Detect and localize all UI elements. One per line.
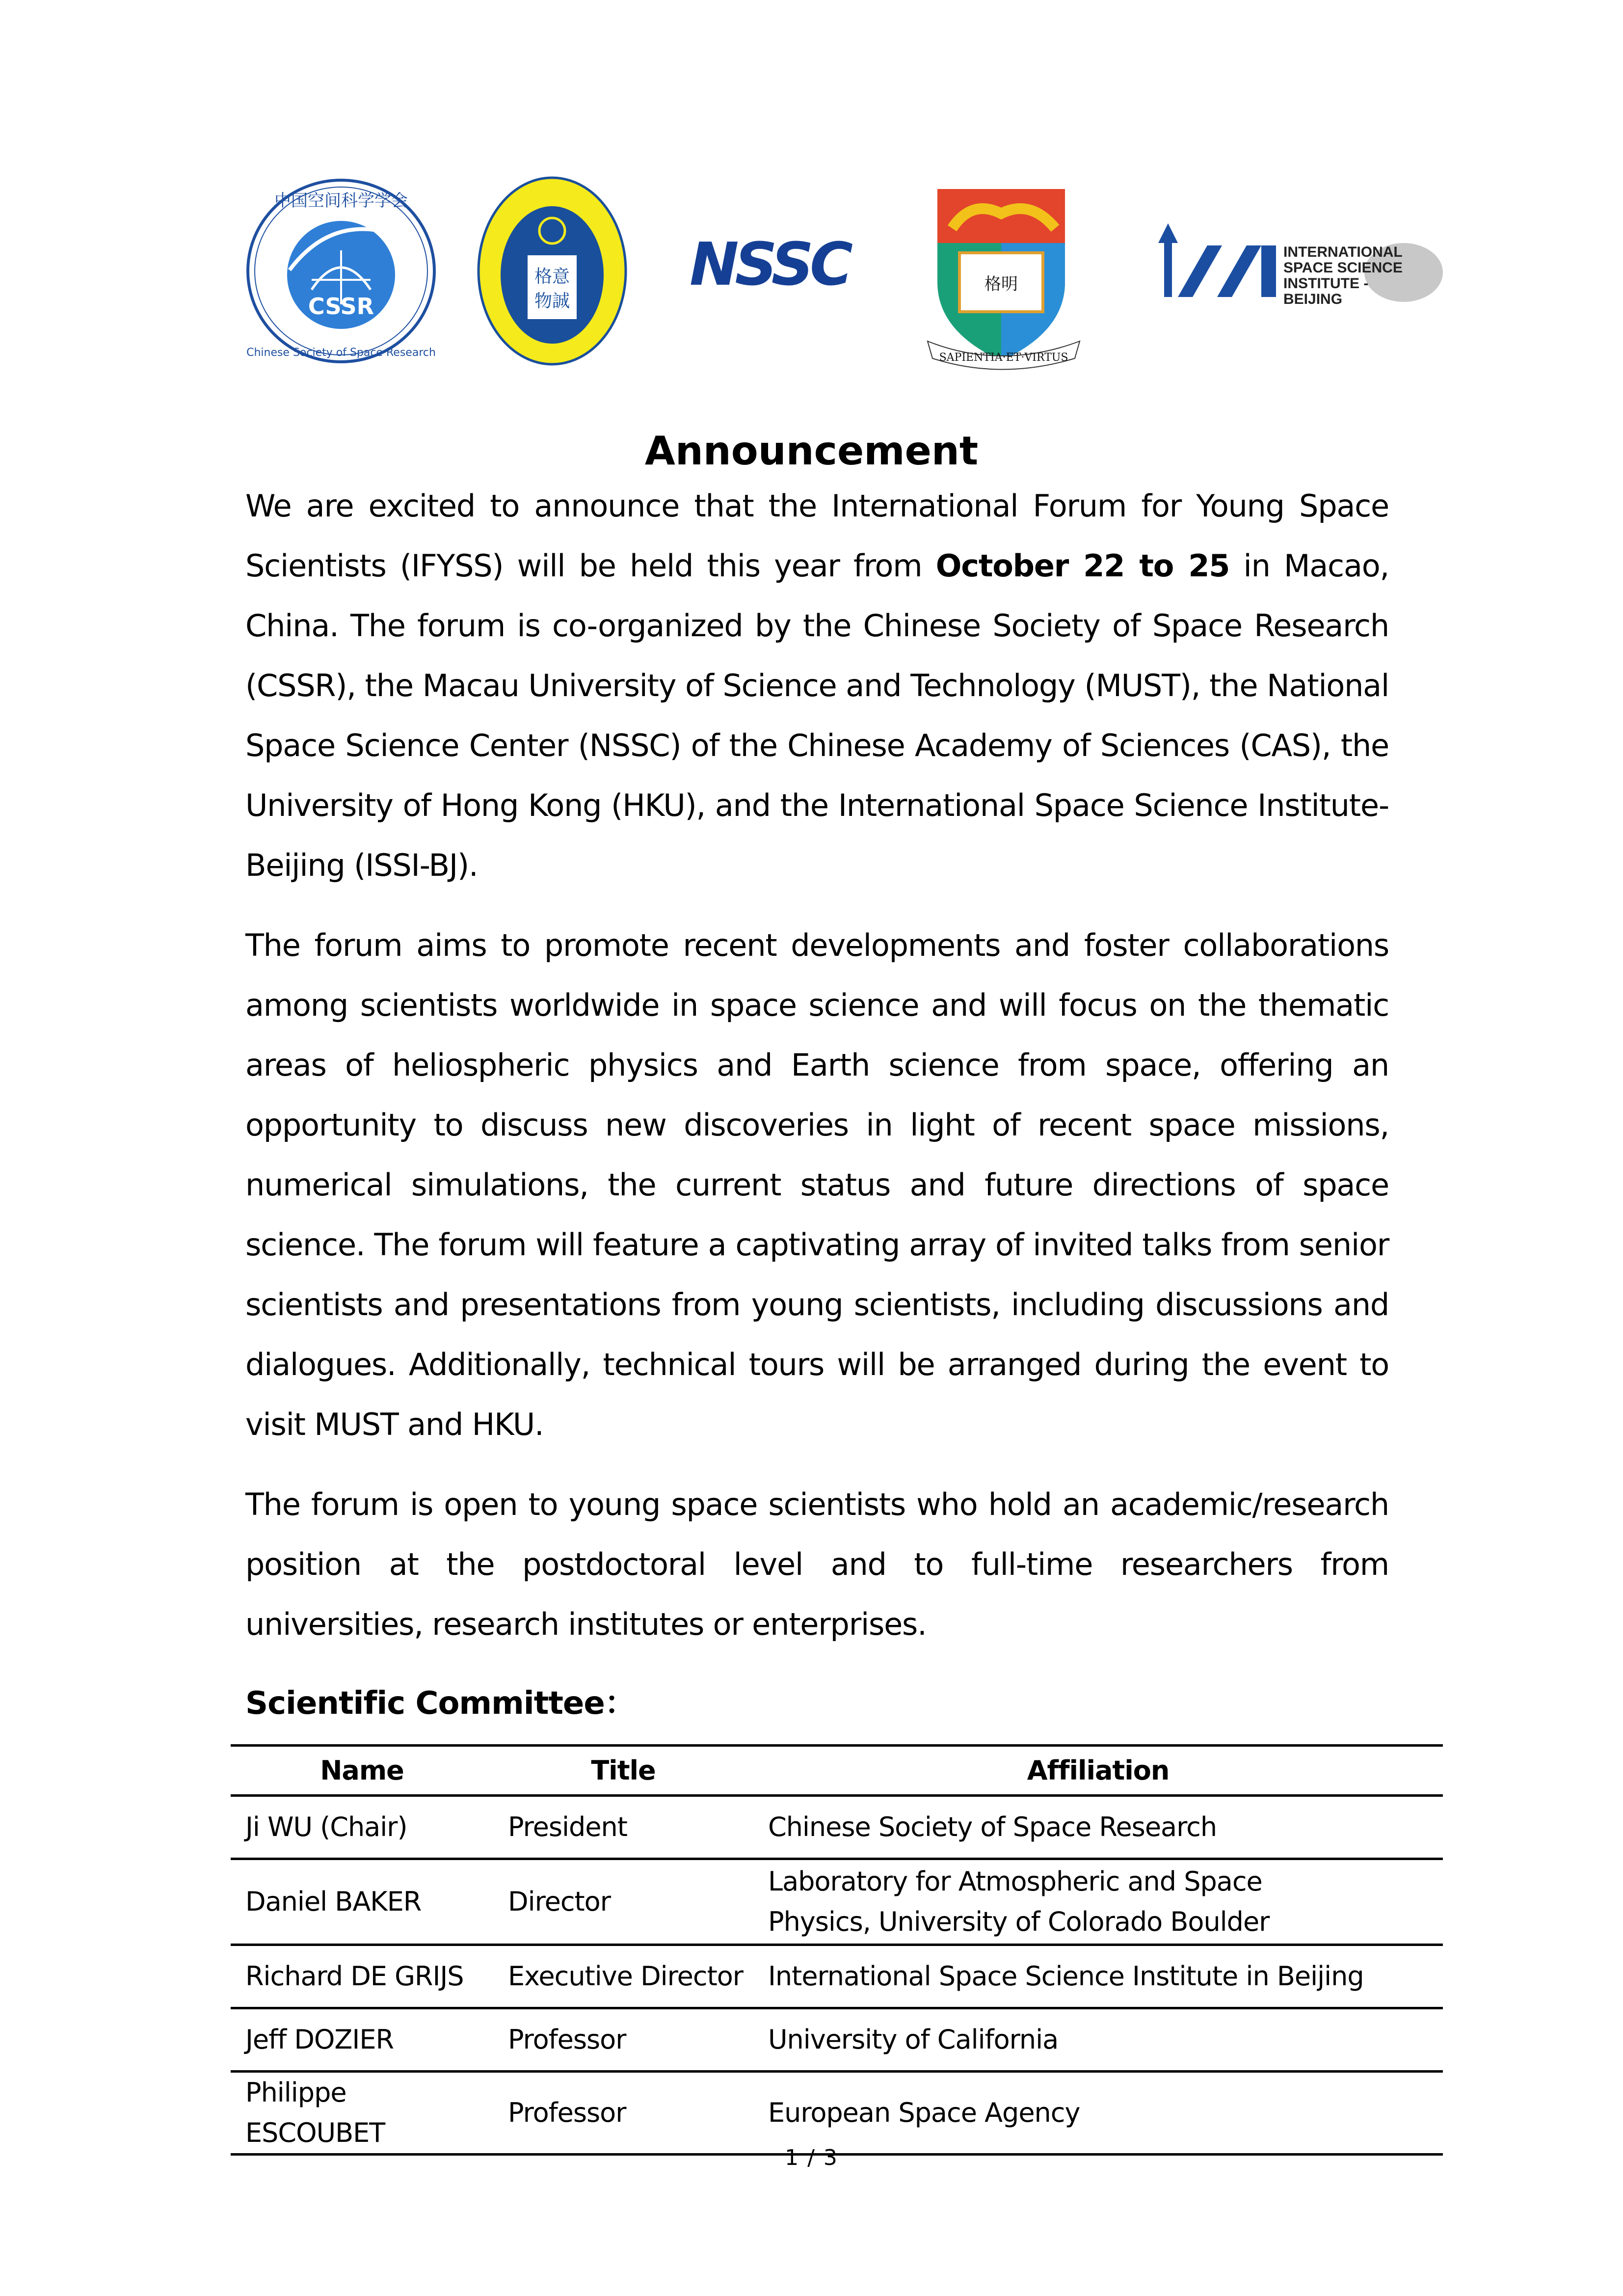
- svg-text:INTERNATIONAL: INTERNATIONAL: [1283, 244, 1403, 260]
- svg-text:CSSR: CSSR: [308, 293, 374, 320]
- svg-text:Chinese Society of Space Resea: Chinese Society of Space Research: [246, 347, 436, 359]
- table-header-row: [231, 1746, 1443, 1796]
- svg-text:SPACE SCIENCE: SPACE SCIENCE: [1283, 260, 1403, 276]
- announcement-body: [245, 476, 1389, 1675]
- nssc-logo: [690, 233, 871, 297]
- table-row: Jeff DOZIER Professor University of California: [231, 2008, 1443, 2072]
- committee-table: [231, 1744, 1443, 2156]
- committee-heading: Scientific Committee：: [245, 1685, 636, 1722]
- column-header-affiliation: Affiliation: [753, 1746, 1443, 1796]
- page-number: 1 / 3: [785, 2145, 838, 2170]
- svg-text:物誠: 物誠: [534, 291, 570, 311]
- issi-bj-logo: [1148, 223, 1453, 312]
- paragraph-aims: The forum aims to promote recent developments and foster collaborations among scientists worldwide in space science and will focus on the thematic areas of heliospheric physics and Earth science from space, offering an opportunity to discuss new discoveries in light of recent space missions, numerical simulations, the current status and future directions of space science. The forum will feature a captivating array of invited talks from senior scientists and presentations from young scientists, including discussions and dialogues. Additionally, technical tours will be arranged during the event to visit MUST and HKU.: [245, 927, 1389, 1442]
- svg-text:SAPIENTIA·ET·VIRTUS: SAPIENTIA·ET·VIRTUS: [939, 351, 1068, 364]
- logo-strip: [243, 174, 1470, 371]
- page-title: Announcement: [644, 428, 979, 474]
- svg-text:格意: 格意: [534, 267, 570, 287]
- cssr-logo: [243, 177, 439, 366]
- table-row: Ji WU (Chair) President Chinese Society of Space Research: [231, 1796, 1443, 1859]
- paragraph-intro: We are excited to announce that the International Forum for Young Space Scientists (IFYSS) will be held this year from October 22 to 25 in Macao, China. The forum is co-organized by the Chinese Society of Space Research (CSSR), the Macau University of Science and Technology (MUST), the National Space Science Center (NSSC) of the Chinese Academy of Sciences (CAS), the University of Hong Kong (HKU), and the International Space Science Institute-Beijing (ISSI-BJ).: [245, 488, 1389, 883]
- svg-text:BEIJING: BEIJING: [1283, 291, 1343, 307]
- table-row: Daniel BAKER Director Laboratory for Atmospheric and Space Physics, University of Colorado Boulder: [231, 1859, 1443, 1945]
- table-row: Philippe ESCOUBET Professor European Space Agency: [231, 2072, 1443, 2155]
- svg-text:格明: 格明: [984, 274, 1018, 294]
- svg-text:中国空间科学学会: 中国空间科学学会: [274, 191, 408, 211]
- paragraph-eligibility: The forum is open to young space scientists who hold an academic/research position at the postdoctoral level and to full-time researchers from universities, research institutes or enterprises.: [245, 1486, 1389, 1642]
- hku-logo: [923, 184, 1085, 371]
- svg-text:INSTITUTE -: INSTITUTE -: [1283, 275, 1369, 292]
- column-header-name: Name: [231, 1746, 493, 1796]
- must-logo: [474, 174, 631, 368]
- event-dates: October 22 to 25: [935, 548, 1230, 584]
- svg-text:NSSC: NSSC: [690, 233, 850, 297]
- column-header-title: Title: [493, 1746, 753, 1796]
- table-row: Richard DE GRIJS Executive Director International Space Science Institute in Beijing: [231, 1945, 1443, 2008]
